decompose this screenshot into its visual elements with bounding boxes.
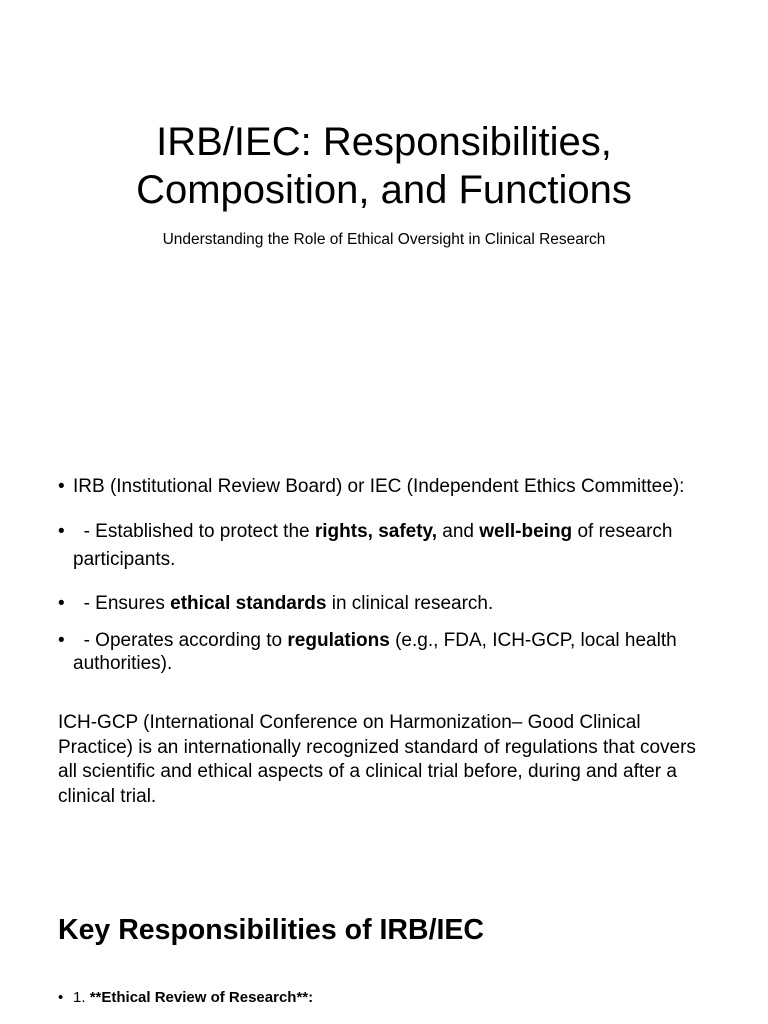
bullet-text-pre: - Established to protect the — [73, 521, 315, 542]
bullet-text-pre: - Ensures — [73, 593, 171, 614]
section-heading: Key Responsibilities of IRB/IEC — [58, 914, 484, 946]
bullet-text-pre: - Operates according to — [73, 630, 288, 651]
bullet-text: IRB (Institutional Review Board) or IEC (Independent Ethics Committee): — [73, 476, 685, 497]
slide-title-line-2: Composition, and Functions — [136, 168, 632, 212]
responsibility-item-ethical-review — [58, 988, 313, 1008]
bullet-dot-icon: • — [58, 476, 65, 497]
ich-gcp-paragraph: ICH-GCP (International Conference on Harmonization– Good Clinical Practice) is an internationally recognized standard of regulations that covers all scientific and ethical aspects of a clinical trial before, during and after a clinical trial. — [58, 712, 696, 807]
bullet-item-protection — [58, 518, 718, 574]
bullet-text-post: of research participants. — [73, 521, 673, 570]
bullet-dot-icon: • — [58, 521, 65, 542]
bullet-text-post: (e.g., FDA, ICH-GCP, local health authorities). — [73, 630, 677, 674]
bullet-bold-well-being: well-being — [479, 521, 573, 542]
bullet-dot-icon: • — [58, 593, 65, 614]
item-number: 1. — [73, 989, 90, 1006]
bullet-dot-icon: • — [58, 989, 64, 1006]
bullet-item-regulations — [58, 629, 718, 675]
bullet-dot-icon: • — [58, 630, 65, 651]
item-bold-ethical-review: **Ethical Review of Research**: — [89, 989, 314, 1006]
slide-title-line-1: IRB/IEC: Responsibilities, — [156, 120, 612, 164]
bullet-item-irb-definition — [58, 474, 718, 499]
responsibility-list — [58, 988, 313, 1008]
bullet-text-post: in clinical research. — [326, 593, 494, 614]
bullet-item-ethical-standards — [58, 591, 718, 616]
bullet-text-mid: and — [437, 521, 480, 542]
bullet-list — [58, 474, 718, 675]
slide-subtitle: Understanding the Role of Ethical Oversight in Clinical Research — [162, 231, 606, 248]
bullet-bold-ethical-standards: ethical standards — [170, 593, 327, 614]
slide-title — [60, 118, 708, 214]
bullet-bold-rights-safety: rights, safety, — [314, 521, 437, 542]
bullet-bold-regulations: regulations — [287, 630, 390, 651]
